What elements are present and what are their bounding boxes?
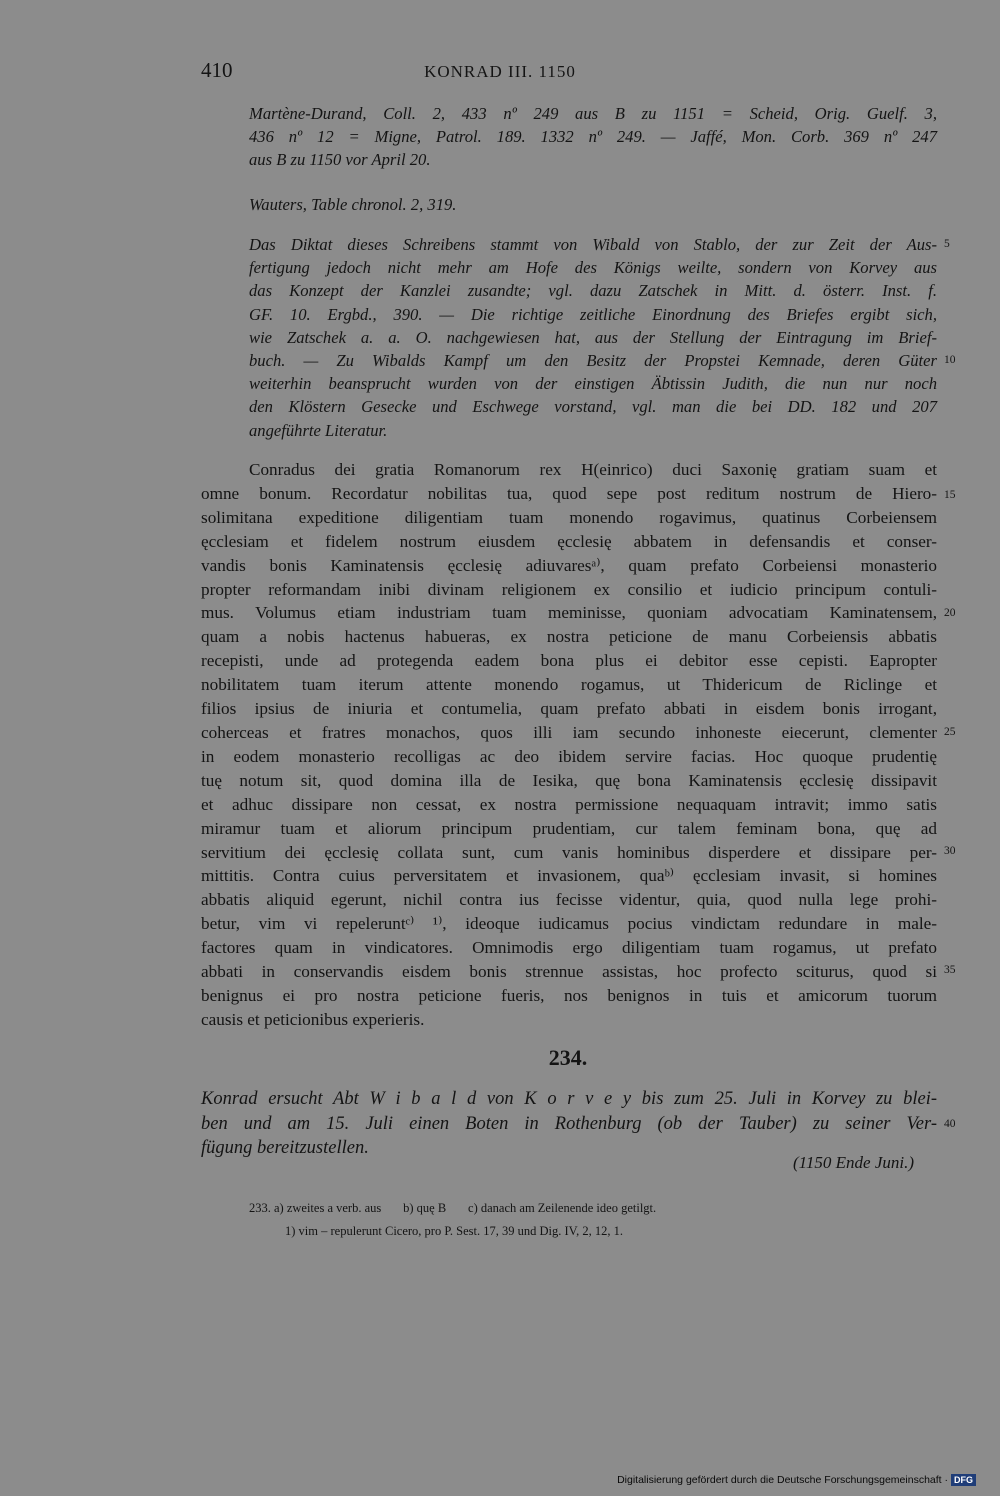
line-number: 15 bbox=[944, 489, 956, 501]
charter-line: ęcclesiam et fidelem nostrum eiusdem ęcclesię abbatem in defensandis et conser- bbox=[201, 531, 937, 551]
dfg-logo-icon: DFG bbox=[951, 1474, 976, 1486]
charter-text bbox=[201, 458, 937, 1032]
line-number: 40 bbox=[944, 1118, 956, 1130]
charter-line: tuę notum sit, quod domina illa de Iesika, quę bona Kaminatensis ęcclesię dissipavit bbox=[201, 770, 937, 790]
charter-line: benignus ei pro nostra peticione fueris, nos benignos in tuis et amicorum tuorum bbox=[201, 985, 937, 1005]
line-number: 20 bbox=[944, 607, 956, 619]
commentary-line: das Konzept der Kanzlei zusandte; vgl. dazu Zatschek in Mitt. d. österr. Inst. f. bbox=[249, 281, 937, 301]
apparatus-notes: 233. a) zweites a verb. aus b) quę B c) danach am Zeilenende ideo getilgt. bbox=[249, 1201, 657, 1215]
bib-line: Wauters, Table chronol. 2, 319. bbox=[249, 195, 457, 214]
page-number: 410 bbox=[201, 58, 233, 82]
charter-line: abbatis aliquid egerunt, nichil contra ius fecisse videntur, quia, quod nulla lege prohi- bbox=[201, 890, 937, 910]
footer bbox=[617, 1474, 976, 1486]
running-head: KONRAD III. 1150 bbox=[424, 62, 576, 81]
line-number: 30 bbox=[944, 845, 956, 857]
charter-line: abbati in conservandis eisdem bonis strennue assistas, hoc profecto sciturus, quod si bbox=[201, 962, 937, 982]
footnote: 1) vim – repulerunt Cicero, pro P. Sest. 17, 39 und Dig. IV, 2, 12, 1. bbox=[285, 1224, 623, 1238]
commentary-line: weiterhin beansprucht wurden von der einstigen Äbtissin Judith, die nun nur noch bbox=[249, 374, 937, 394]
charter-line: mittitis. Contra cuius perversitatem et invasionem, quaᵇ⁾ ęcclesiam invasit, si homines bbox=[201, 866, 937, 886]
charter-line: miramur tuam et aliorum principum prudentiam, cur talem feminam bona, quę ad bbox=[201, 818, 937, 838]
charter-line: Conradus dei gratia Romanorum rex H(einrico) duci Saxonię gratiam suam et bbox=[249, 460, 937, 479]
bibliography-paragraph-1 bbox=[249, 102, 937, 172]
document-number: 234. bbox=[548, 1045, 588, 1070]
charter-line: omne bonum. Recordatur nobilitas tua, quod sepe post reditum nostrum de Hiero- bbox=[201, 483, 937, 503]
regest-line: Konrad ersucht Abt W i b a l d von K o r v e y bis zum 25. Juli in Korvey zu blei- bbox=[201, 1089, 937, 1109]
commentary-line: GF. 10. Ergbd., 390. — Die richtige zeitliche Einordnung des Briefes ergibt sich, bbox=[249, 304, 937, 324]
bib-line: Martène-Durand, Coll. 2, 433 nº 249 aus B zu 1151 = Scheid, Orig. Guelf. 3, bbox=[249, 104, 937, 123]
document-date: (1150 Ende Juni.) bbox=[792, 1153, 914, 1172]
charter-line: coherceas et fratres monachos, quos illi iam secundo inhoneste eiecerunt, clementer bbox=[201, 722, 937, 742]
regest bbox=[201, 1087, 937, 1161]
charter-line: solimitana expeditione diligentiam tuam monendo rogavimus, quatinus Corbeiensem bbox=[201, 507, 937, 527]
charter-line: propter reformandam inibi divinam religionem ex consilio et iudicio principum contuli- bbox=[201, 579, 937, 599]
regest-line: ben und am 15. Juli einen Boten in Rothenburg (ob der Tauber) zu seiner Ver- bbox=[201, 1113, 937, 1134]
charter-line: vandis bonis Kaminatensis ęcclesię adiuvaresᵃ⁾, quam prefato Corbeiensi monasterio bbox=[201, 555, 937, 575]
charter-line: in eodem monasterio recolligas ac deo ibidem servire facias. Hoc quoque prudentię bbox=[201, 746, 937, 766]
line-number: 35 bbox=[944, 964, 956, 976]
charter-line: factores quam in vindicatores. Omnimodis ergo diligentiam tuam rogamus, ut prefato bbox=[201, 938, 937, 958]
charter-line: filios ipsius de iniuria et contumelia, quam prefato abbati in eisdem bonis irrogant, bbox=[201, 699, 937, 719]
charter-line: mus. Volumus etiam industriam tuam meminisse, quoniam advocatiam Kaminatensem, bbox=[201, 603, 937, 623]
regest-line: fügung bereitzustellen. bbox=[201, 1138, 369, 1158]
commentary-line: wie Zatschek a. a. O. nachgewiesen hat, aus der Stellung der Eintragung im Brief- bbox=[249, 327, 937, 347]
bib-line: 436 nº 12 = Migne, Patrol. 189. 1332 nº 249. — Jaffé, Mon. Corb. 369 nº 247 bbox=[249, 127, 937, 147]
commentary-line: den Klöstern Gesecke und Eschwege vorstand, vgl. man die bei DD. 182 und 207 bbox=[249, 397, 937, 417]
charter-line: quam a nobis hactenus habueras, ex nostra peticione de manu Corbeiensis abbatis bbox=[201, 627, 937, 647]
footer-text: Digitalisierung gefördert durch die Deutsche Forschungsgemeinschaft · bbox=[617, 1474, 948, 1486]
bibliography-paragraph-2 bbox=[249, 193, 937, 216]
commentary-line: buch. — Zu Wibalds Kampf um den Besitz der Propstei Kemnade, deren Güter bbox=[249, 351, 937, 371]
charter-line: causis et peticionibus experieris. bbox=[201, 1009, 425, 1029]
commentary-line: Das Diktat dieses Schreibens stammt von Wibald von Stablo, der zur Zeit der Aus- bbox=[249, 235, 937, 254]
commentary-line: angeführte Literatur. bbox=[249, 420, 388, 440]
line-number: 25 bbox=[944, 726, 956, 738]
critical-apparatus bbox=[249, 1197, 656, 1243]
charter-line: servitium dei ęcclesię collata sunt, cum vanis hominibus disperdere et dissipare per- bbox=[201, 842, 937, 862]
charter-line: nobilitatem tuam iterum attente monendo rogamus, ut Thidericum de Riclinge et bbox=[201, 675, 937, 695]
charter-line: et adhuc dissipare non cessat, ex nostra permissione nequaquam intravit; immo satis bbox=[201, 794, 937, 814]
bib-line: aus B zu 1150 vor April 20. bbox=[249, 150, 431, 170]
line-number: 5 bbox=[944, 238, 950, 250]
charter-line: recepisti, unde ad protegenda eadem bona plus ei debitor esse cepisti. Eapropter bbox=[201, 651, 937, 671]
commentary-line: fertigung jedoch nicht mehr am Hofe des Königs weilte, sondern von Korvey aus bbox=[249, 258, 937, 278]
charter-line: betur, vim vi repeleruntᶜ⁾ ¹⁾, ideoque iudicamus pocius vindictam redundare in male- bbox=[201, 914, 937, 934]
commentary-paragraph bbox=[249, 233, 937, 442]
line-number: 10 bbox=[944, 354, 956, 366]
